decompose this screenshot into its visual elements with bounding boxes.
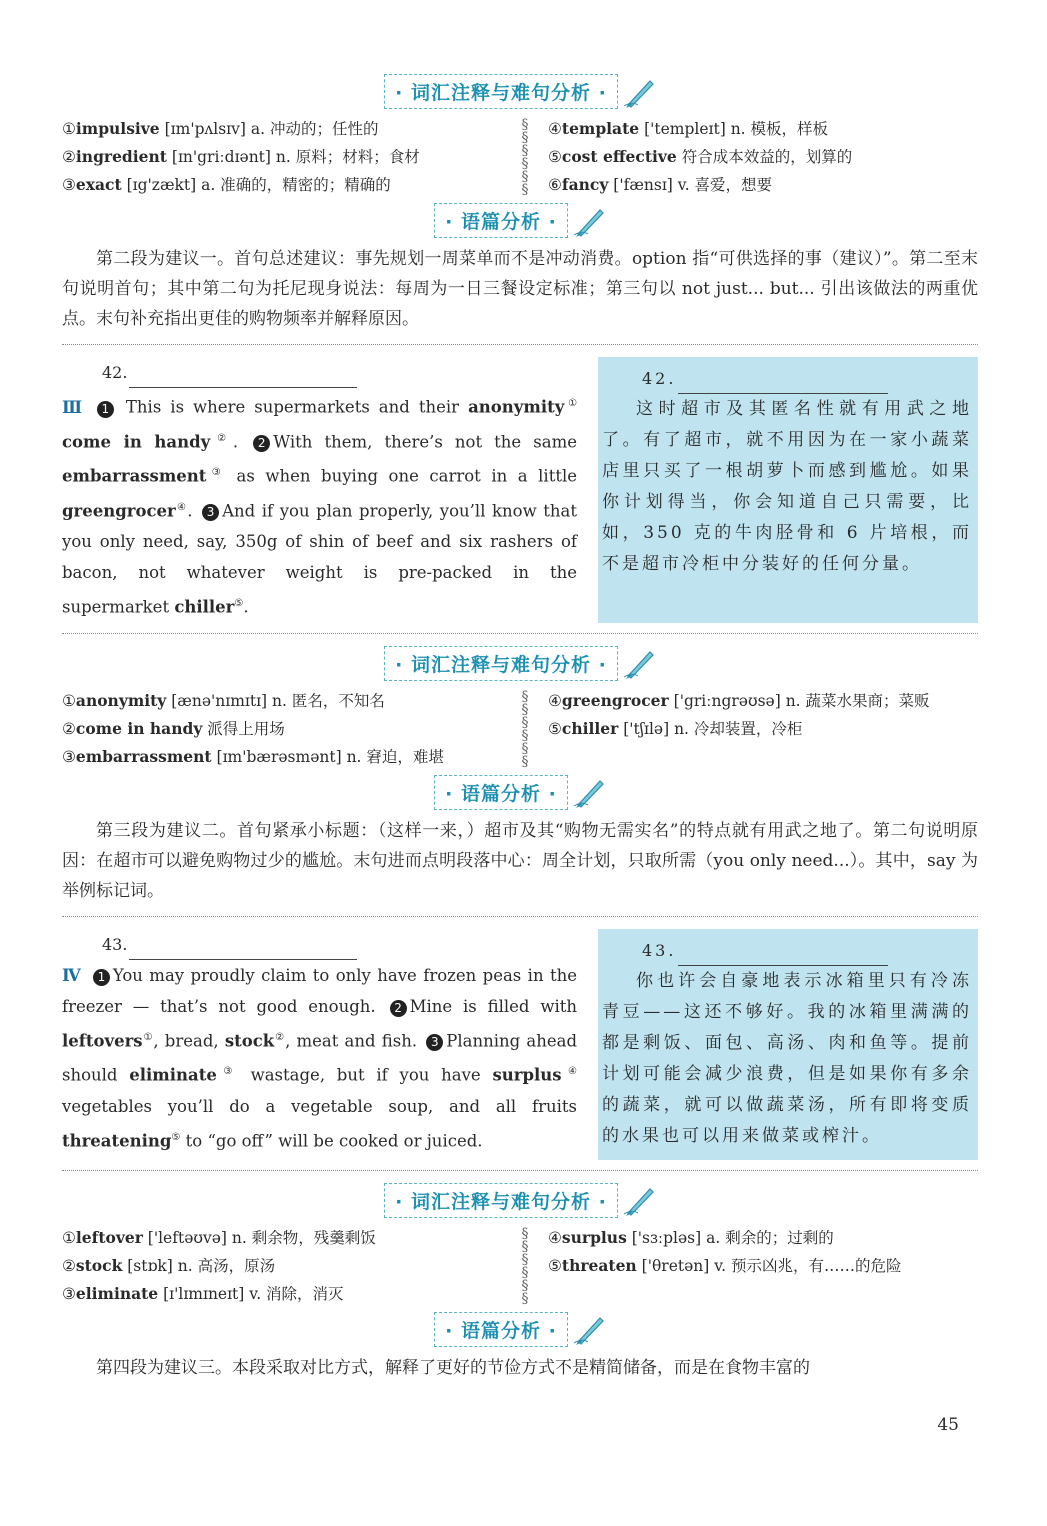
wavy-divider: § § § § § §	[521, 117, 529, 198]
analysis-heading-label: · 语篇分析 ·	[434, 775, 568, 810]
vocab-col-right	[548, 115, 978, 199]
dotted-divider	[62, 633, 978, 634]
pen-icon	[572, 775, 606, 809]
vocab-list-2	[62, 687, 978, 771]
sentence-marker: 3	[426, 1034, 443, 1051]
wavy-divider: § § § § § §	[521, 688, 529, 770]
translation-box	[598, 357, 978, 623]
page-number: 45	[937, 1415, 959, 1435]
vocab-list-1	[62, 115, 978, 199]
pen-icon	[572, 1312, 606, 1346]
vocab-heading	[62, 74, 978, 109]
vocab-item: ⑥fancy ['fænsɪ] v. 喜爱，想要	[548, 175, 773, 194]
translation-text: 你也许会自豪地表示冰箱里只有冷冻青豆——这还不够好。我的冰箱里满满的都是剩饭、面包、高汤、肉和鱼等。提前计划可能会减少浪费，但是如果你有多余的蔬菜，就可以做蔬菜汤，所有即将变质的水果也可以用来做菜或榨汁。	[602, 970, 972, 1146]
dotted-divider	[62, 916, 978, 917]
vocab-list-3	[62, 1224, 978, 1308]
vocab-col-left	[62, 687, 502, 771]
sentence-marker: 2	[253, 435, 270, 452]
vocab-item: ②stock [stɒk] n. 高汤，原汤	[62, 1255, 276, 1275]
analysis-heading	[62, 203, 978, 238]
vocab-item: ④template ['templeɪt] n. 模板，样板	[548, 119, 829, 138]
vocab-item: ①leftover ['leftəʊvə] n. 剩余物，残羹剩饭	[62, 1227, 376, 1247]
vocab-item: ⑤chiller ['tʃɪlə] n. 冷却装置，冷柜	[548, 718, 803, 738]
vocab-heading-label: · 词汇注释与难句分析 ·	[384, 1183, 618, 1218]
vocab-col-right	[548, 687, 978, 771]
dotted-divider	[62, 344, 978, 345]
analysis-paragraph: 第四段为建议三。本段采取对比方式，解释了更好的节俭方式不是精简储备，而是在食物丰富的	[96, 1357, 810, 1378]
vocab-item: ④surplus ['sɜːpləs] a. 剩余的；过剩的	[548, 1227, 834, 1247]
analysis-heading-label: · 语篇分析 ·	[434, 1312, 568, 1347]
vocab-item: ③embarrassment [ɪm'bærəsmənt] n. 窘迫，难堪	[62, 746, 444, 766]
vocab-heading-label: · 词汇注释与难句分析 ·	[384, 74, 618, 109]
pen-icon	[622, 646, 656, 680]
dotted-divider	[62, 1170, 978, 1171]
vocab-item: ①impulsive [ɪm'pʌlsɪv] a. 冲动的；任性的	[62, 119, 379, 138]
translation-blank: 43.	[642, 935, 978, 966]
vocab-item: ②ingredient [ɪn'griːdɪənt] n. 原料；材料；食材	[62, 147, 420, 166]
vocab-item: ④greengrocer ['griːngrəʊsə] n. 蔬菜水果商；菜贩	[548, 690, 930, 710]
pen-icon	[622, 1183, 656, 1217]
answer-blank[interactable]: 42.	[102, 357, 577, 388]
sentence-marker: 2	[390, 1000, 407, 1017]
paragraph-number: Ⅳ	[62, 965, 82, 985]
vocab-col-right	[548, 1224, 978, 1308]
translation-text: 这时超市及其匿名性就有用武之地了。有了超市，就不用因为在一家小蔬菜店里只买了一根胡萝卜而感到尴尬。如果你计划得当，你会知道自己只需要，比如，350 克的牛肉胫骨和 6 片培根，而不是超市冷柜中分装好的任何分量。	[602, 399, 972, 574]
vocab-col-left	[62, 115, 502, 199]
analysis-heading	[62, 775, 978, 810]
vocab-item: ③eliminate [ɪ'lɪmɪneɪt] v. 消除，消灭	[62, 1283, 344, 1303]
vocab-heading	[62, 1183, 978, 1218]
vocab-item: ②come in handy 派得上用场	[62, 718, 285, 738]
vocab-item: ⑤threaten ['θretən] v. 预示凶兆，有……的危险	[548, 1255, 902, 1275]
passage-paragraph: 43. Ⅳ 1 You may proudly claim to only have frozen peas in the freezer — that’s not good enough. 2 Mine is filled with leftovers①, bread, stock②, meat and fish. 3 Planning ahead should eliminate③ wastage, but if you have surplus④ vegetables you’ll do a vegetable soup, and all fruits threatening⑤ to “go off” will be cooked or juiced.	[62, 929, 577, 1160]
vocab-item: ③exact [ɪg'zækt] a. 准确的，精密的；精确的	[62, 175, 391, 194]
question-42	[62, 357, 978, 623]
pen-icon	[622, 75, 656, 109]
wavy-divider: § § § § § §	[521, 1225, 529, 1307]
analysis-heading-label: · 语篇分析 ·	[434, 203, 568, 238]
vocab-col-left	[62, 1224, 502, 1308]
page-content	[62, 70, 978, 1389]
analysis-paragraph: 第三段为建议二。首句紧承小标题：（这样一来，）超市及其“购物无需实名”的特点就有用武之地了。第二句说明原因：在超市可以避免购物过少的尴尬。末句进而点明段落中心：周全计划，只取所需（you only need...）。其中，say 为举例标记词。	[62, 820, 978, 901]
passage-paragraph: 42. Ⅲ 1 This is where supermarkets and their anonymity① come in handy②. 2 With them, there’s not the same embarrassment③ as when buying one carrot in a little greengrocer④. 3 And if you plan properly, you’ll know that you only need, say, 350g of shin of beef and six rashers of bacon, not whatever weight is pre-packed in the supermarket chiller⑤.	[62, 357, 577, 623]
sentence-marker: 3	[202, 504, 219, 521]
sentence-marker: 1	[97, 401, 114, 418]
pen-icon	[572, 204, 606, 238]
analysis-heading	[62, 1312, 978, 1347]
answer-blank[interactable]: 43.	[102, 929, 577, 960]
sentence-marker: 1	[93, 969, 110, 986]
vocab-heading-label: · 词汇注释与难句分析 ·	[384, 646, 618, 681]
vocab-item: ⑤cost effective 符合成本效益的，划算的	[548, 147, 853, 166]
paragraph-number: Ⅲ	[62, 397, 86, 417]
question-43	[62, 929, 978, 1160]
vocab-heading	[62, 646, 978, 681]
vocab-item: ①anonymity [ænə'nɪmɪtɪ] n. 匿名，不知名	[62, 690, 385, 710]
analysis-paragraph: 第二段为建议一。首句总述建议：事先规划一周菜单而不是冲动消费。option 指“可供选择的事（建议）”。第二至末句说明首句；其中第二句为托尼现身说法：每周为一日三餐设定标准；第三句以 not just... but... 引出该做法的两重优点。末句补充指出更佳的购物频率并解释原因。	[62, 249, 978, 329]
translation-box	[598, 929, 978, 1160]
translation-blank: 42.	[642, 363, 978, 394]
